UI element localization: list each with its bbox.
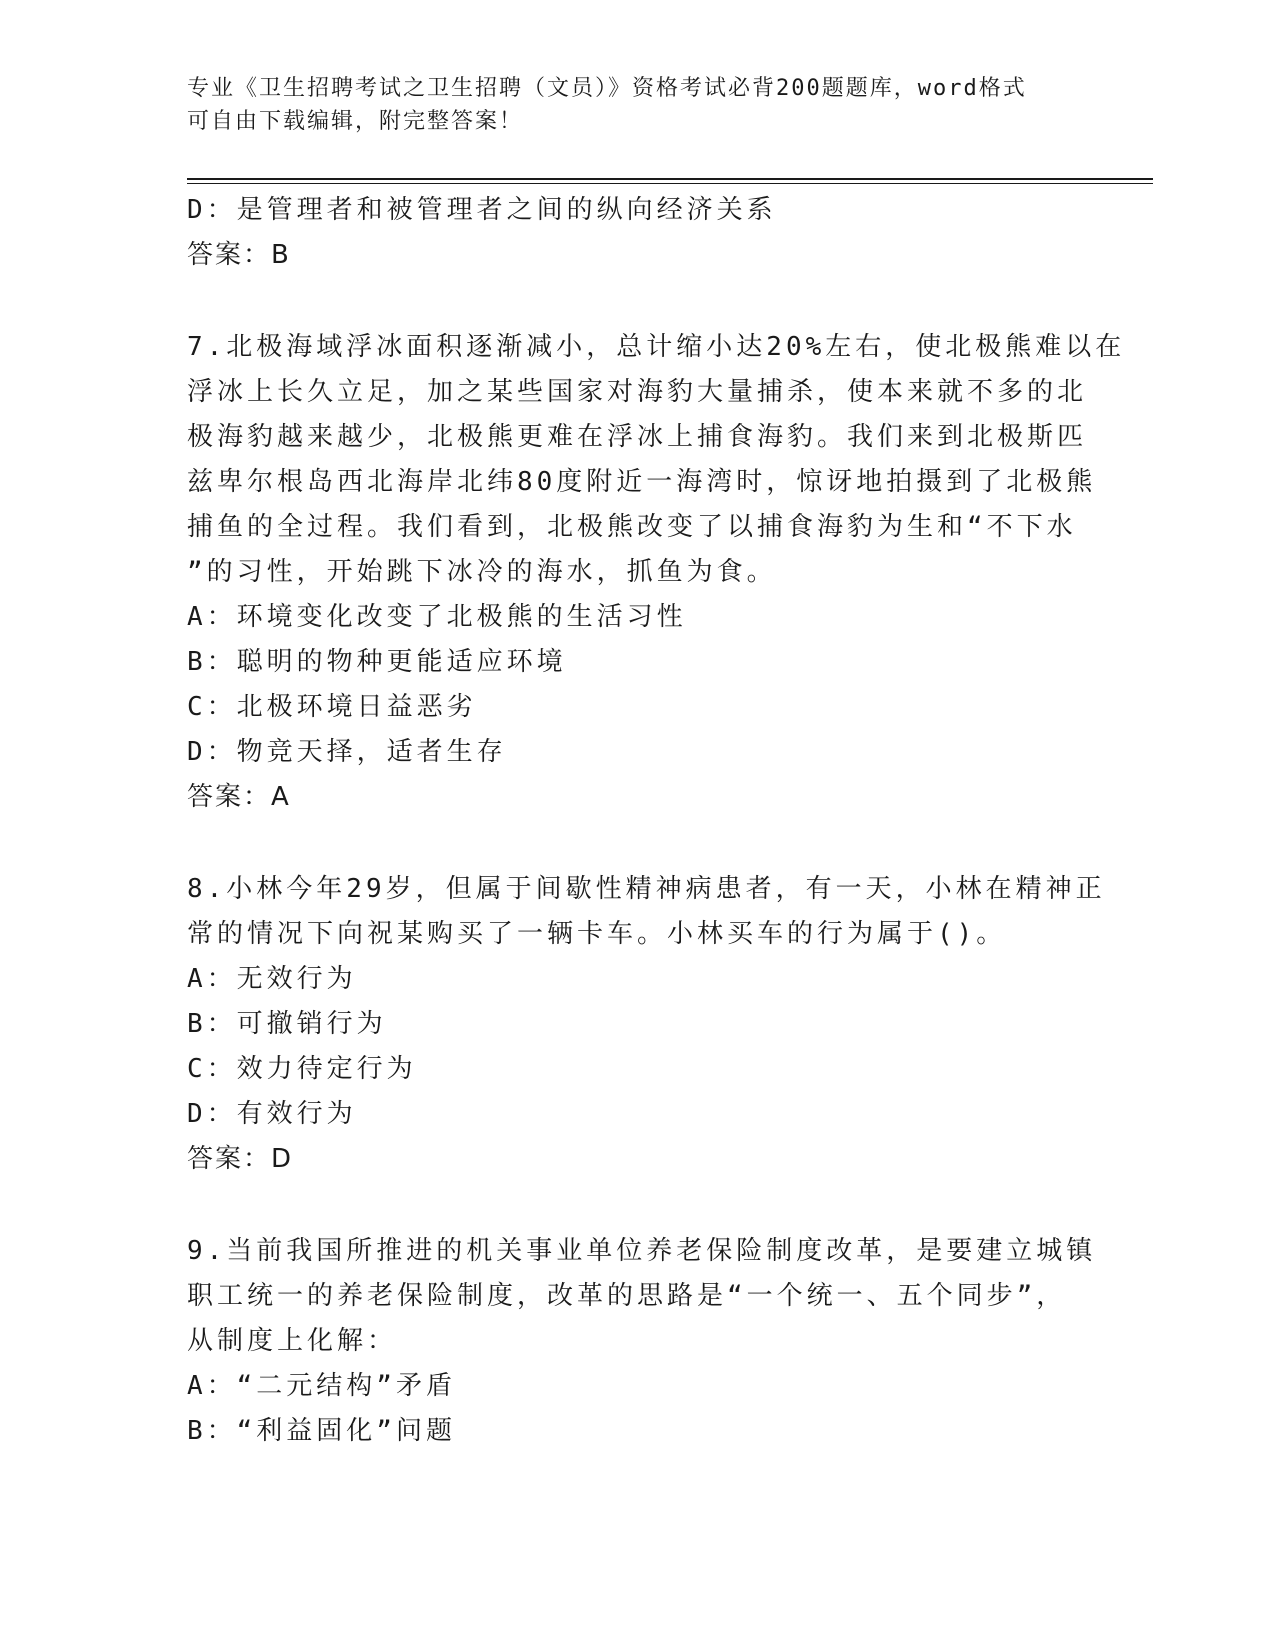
option-d: D：有效行为 [187,1099,357,1129]
question-7 [187,325,1126,820]
prev-answer: 答案：B [187,240,291,270]
option-c: C：北极环境日益恶劣 [187,692,477,722]
prev-option-d: D：是管理者和被管理者之间的纵向经济关系 [187,195,777,225]
question-content [187,188,1126,1454]
question-text-line: 8.小林今年29岁，但属于间歇性精神病患者，有一天，小林在精神正 [187,874,1106,904]
question-9 [187,1229,1097,1454]
answer: 答案：A [187,782,291,812]
question-text-line: 兹卑尔根岛西北海岸北纬80度附近一海湾时，惊讶地拍摄到了北极熊 [187,467,1097,497]
question-text-line: 极海豹越来越少，北极熊更难在浮冰上捕食海豹。我们来到北极斯匹 [187,422,1088,452]
option-b: B：可撤销行为 [187,1009,387,1039]
question-text-line: 浮冰上长久立足，加之某些国家对海豹大量捕杀，使本来就不多的北 [187,377,1088,407]
header-line-1: 专业《卫生招聘考试之卫生招聘（文员）》资格考试必背200题题库，word格式 [187,76,1027,101]
spacer [187,278,1087,325]
option-b: B：“利益固化”问题 [187,1416,456,1446]
question-text-line: 职工统一的养老保险制度，改革的思路是“一个统一、五个同步”， [187,1281,1067,1311]
option-d: D：物竞天择，适者生存 [187,737,507,767]
question-text-line: 常的情况下向祝某购买了一辆卡车。小林买车的行为属于()。 [187,919,1007,949]
question-text-line: 从制度上化解： [187,1326,398,1356]
question-text-line: 7.北极海域浮冰面积逐渐减小，总计缩小达20%左右，使北极熊难以在 [187,332,1126,362]
option-a: A：环境变化改变了北极熊的生活习性 [187,602,687,632]
question-text-line: ”的习性，开始跳下冰冷的海水，抓鱼为食。 [187,557,777,587]
option-b: B：聪明的物种更能适应环境 [187,647,567,677]
answer: 答案：D [187,1144,294,1174]
header-divider-thick [187,178,1153,180]
question-text-line: 9.当前我国所推进的机关事业单位养老保险制度改革，是要建立城镇 [187,1236,1097,1266]
header-divider-thin [187,183,1153,184]
option-a: A：“二元结构”矛盾 [187,1371,456,1401]
option-a: A：无效行为 [187,964,357,994]
option-c: C：效力待定行为 [187,1054,417,1084]
header-line-2: 可自由下载编辑，附完整答案！ [187,109,524,134]
spacer [187,820,1087,867]
document-header [187,72,1087,138]
question-text-line: 捕鱼的全过程。我们看到，北极熊改变了以捕食海豹为生和“不下水 [187,512,1077,542]
spacer [187,1182,1087,1229]
question-8 [187,867,1106,1182]
